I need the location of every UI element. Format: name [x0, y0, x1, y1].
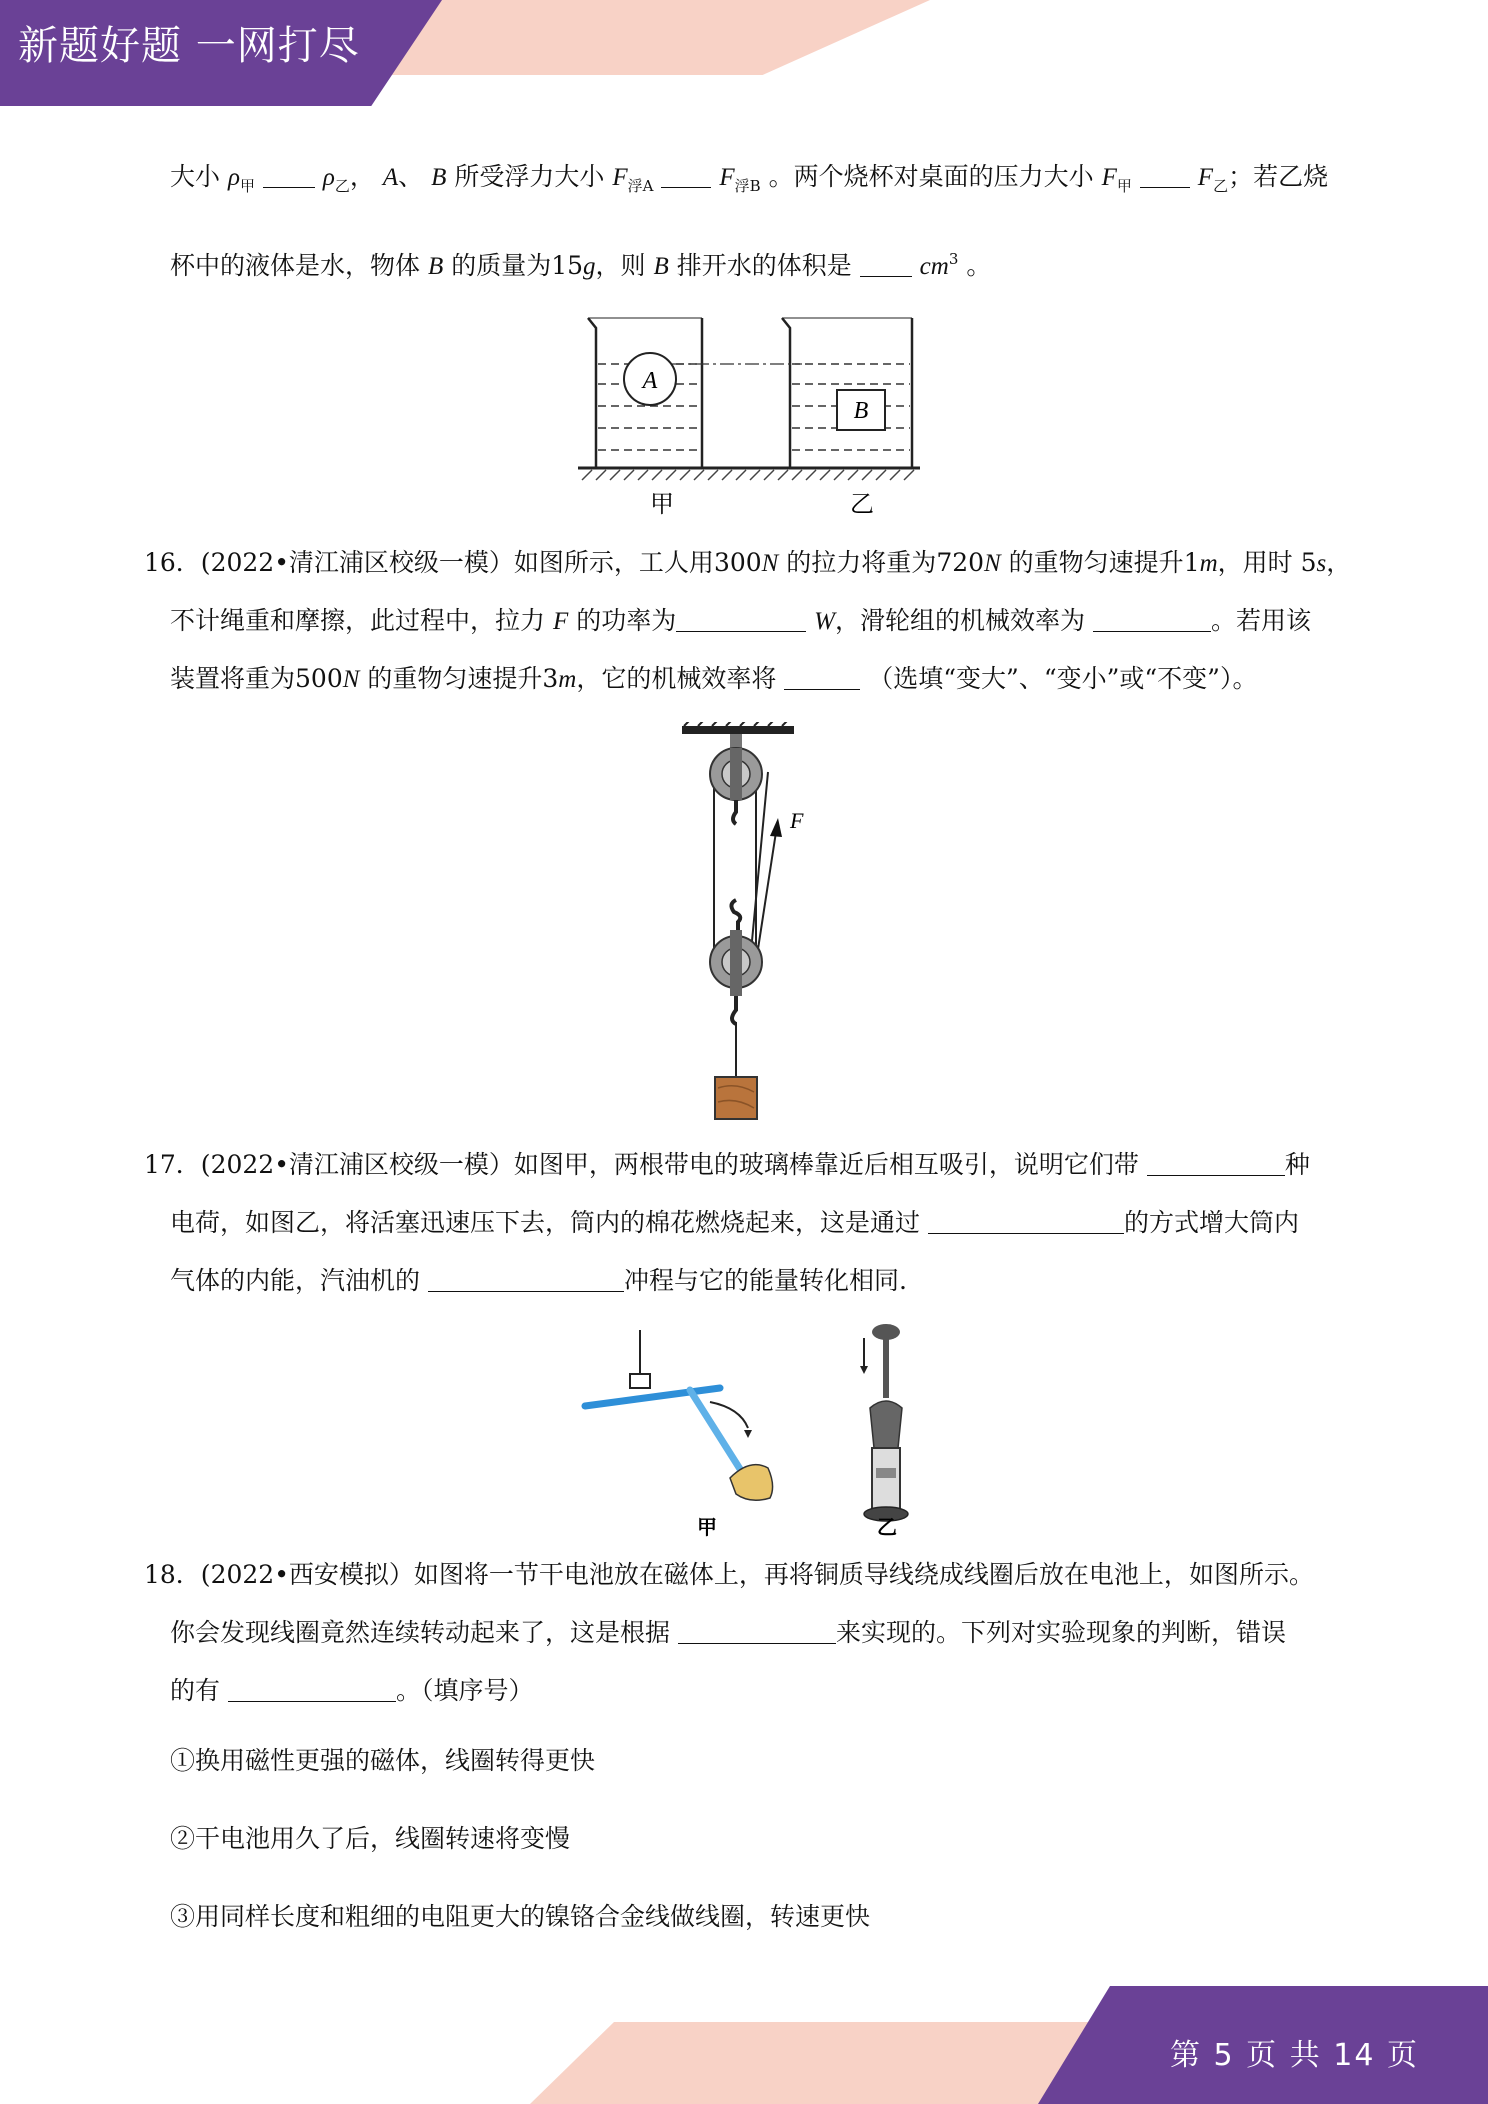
superscript: 3: [948, 250, 959, 268]
text: 你会发现线圈竟然连续转动起来了，这是根据: [170, 1618, 671, 1647]
unit: cm: [919, 253, 949, 280]
question-text: 17．(2022•清江浦区校级一模）如图甲，两根带电的玻璃棒靠近后相互吸引，说明它们带: [144, 1150, 1139, 1179]
block-b-label: B: [853, 398, 869, 424]
force-symbol: F: [1101, 164, 1117, 191]
q16-line-2: [170, 604, 1311, 639]
question-text: 18．(2022•西安模拟）如图将一节干电池放在磁体上，再将铜质导线绕成线圈后放在电池上，如图所示。: [144, 1560, 1314, 1589]
ball-a-label: A: [642, 368, 658, 394]
text: 的功率为: [576, 606, 677, 635]
pulley-figure: [670, 722, 830, 1124]
text: ，它的机械效率将: [576, 664, 777, 693]
figure-label-jia: 甲: [697, 1515, 717, 1539]
text: 300: [713, 548, 762, 577]
text: 大小: [170, 162, 221, 191]
force-symbol: F: [719, 164, 735, 191]
q17-line-2: [170, 1206, 1299, 1240]
text: ，: [1326, 548, 1352, 577]
q18-line-3: [170, 1674, 533, 1708]
q16-line-3: [170, 662, 1257, 697]
text: 3: [542, 664, 559, 693]
answer-blank[interactable]: [678, 1619, 836, 1644]
text: 。（填序号）: [395, 1676, 534, 1705]
unit: N: [342, 666, 360, 693]
text: 气体的内能，汽油机的: [170, 1266, 421, 1295]
unit: m: [1199, 550, 1218, 577]
answer-blank[interactable]: [928, 1209, 1124, 1234]
text: 电荷，如图乙，将活塞迅速压下去，筒内的棉花燃烧起来，这是通过: [170, 1208, 921, 1237]
q18-line-1: [144, 1558, 1314, 1592]
answer-blank[interactable]: [661, 163, 711, 188]
page-number: 第 5 页 共 14 页: [1170, 2038, 1419, 2073]
text: 来实现的。下列对实验现象的判断，错误: [835, 1618, 1286, 1647]
force-label: F: [790, 808, 804, 833]
text: 的重物匀速提升: [367, 664, 543, 693]
text: 装置将重为: [170, 664, 296, 693]
text: 的重物匀速提升: [1008, 548, 1184, 577]
answer-blank[interactable]: [1147, 1151, 1285, 1176]
header-title: 新题好题 一网打尽: [18, 23, 360, 69]
text: 的质量为: [451, 251, 552, 280]
answer-blank[interactable]: [428, 1267, 624, 1292]
q16-line-1: [144, 546, 1351, 581]
text: A: [382, 164, 399, 191]
force-symbol: F: [1197, 164, 1214, 191]
q18-option-3: ③用同样长度和粗细的电阻更大的镍铬合金线做线圈，转速更快: [170, 1902, 871, 1931]
glass-cylinder: [872, 1448, 900, 1512]
charge-piston-figure: [580, 1318, 940, 1540]
text: ，则: [595, 251, 646, 280]
answer-blank[interactable]: [676, 607, 806, 632]
text: ，: [349, 162, 375, 191]
figure-label-yi: 乙: [850, 490, 874, 518]
q18-option-1: ①换用磁性更强的磁体，线圈转得更快: [170, 1746, 596, 1775]
q15-line-1: [170, 160, 1328, 203]
text: 。两个烧杯对桌面的压力大小: [768, 162, 1094, 191]
text: 的拉力将重为: [786, 548, 937, 577]
text: 种: [1284, 1150, 1310, 1179]
unit: N: [984, 550, 1001, 577]
subscript: 乙: [1213, 177, 1229, 195]
text: B: [427, 253, 444, 280]
question-text: 16．(2022•清江浦区校级一模）如图所示，工人用: [144, 548, 714, 577]
text: 5: [1300, 548, 1317, 577]
answer-blank[interactable]: [860, 252, 912, 277]
q18-option-2: ②干电池用久了后，线圈转速将变慢: [170, 1824, 571, 1853]
subscript: 甲: [1116, 177, 1132, 195]
force-symbol: F: [552, 608, 569, 635]
text: 。若用该: [1210, 606, 1311, 635]
text: 500: [295, 664, 343, 693]
q15-line-2: [170, 242, 991, 284]
q17-line-3: [170, 1264, 907, 1298]
text: 杯中的液体是水，物体: [170, 251, 421, 280]
subscript: 乙: [334, 177, 350, 195]
weight-block: [715, 1077, 757, 1119]
beakers-figure: [570, 310, 930, 520]
text: 15: [551, 251, 584, 280]
q18-line-2: [170, 1616, 1286, 1650]
hand-icon: [730, 1465, 773, 1501]
subscript: 浮B: [734, 177, 761, 195]
text: 排开水的体积是: [676, 251, 852, 280]
text: （选填“变大”、“变小”或“不变”）。: [868, 664, 1258, 693]
answer-blank[interactable]: [1140, 163, 1190, 188]
text: B: [653, 253, 669, 280]
answer-blank[interactable]: [784, 665, 860, 690]
unit: N: [761, 550, 779, 577]
text: 所受浮力大小: [454, 162, 605, 191]
force-symbol: F: [612, 164, 628, 191]
text: ，滑轮组的机械效率为: [835, 606, 1086, 635]
text: 、: [398, 162, 424, 191]
rho-symbol: ρ: [322, 164, 335, 191]
text: ；若乙烧: [1228, 162, 1329, 191]
rho-symbol: ρ: [227, 164, 240, 191]
figure-label-jia: 甲: [650, 490, 674, 518]
unit: m: [558, 666, 577, 693]
text: B: [431, 164, 447, 191]
text: 不计绳重和摩擦，此过程中，拉力: [170, 606, 546, 635]
subscript: 甲: [239, 177, 255, 195]
answer-blank[interactable]: [228, 1677, 396, 1702]
unit: W: [814, 608, 835, 635]
figure-label-yi: 乙: [877, 1515, 897, 1539]
text: ，用时: [1217, 548, 1293, 577]
text: 的方式增大筒内: [1123, 1208, 1299, 1237]
text: 1: [1183, 548, 1200, 577]
text: g: [583, 253, 596, 280]
answer-blank[interactable]: [263, 163, 315, 188]
unit: s: [1316, 550, 1327, 577]
q17-line-1: [144, 1148, 1310, 1182]
subscript: 浮A: [627, 177, 654, 195]
text: 冲程与它的能量转化相同.: [623, 1266, 907, 1295]
text: 720: [936, 548, 985, 577]
text: 。: [966, 251, 992, 280]
answer-blank[interactable]: [1093, 607, 1211, 632]
text: 的有: [170, 1676, 221, 1705]
